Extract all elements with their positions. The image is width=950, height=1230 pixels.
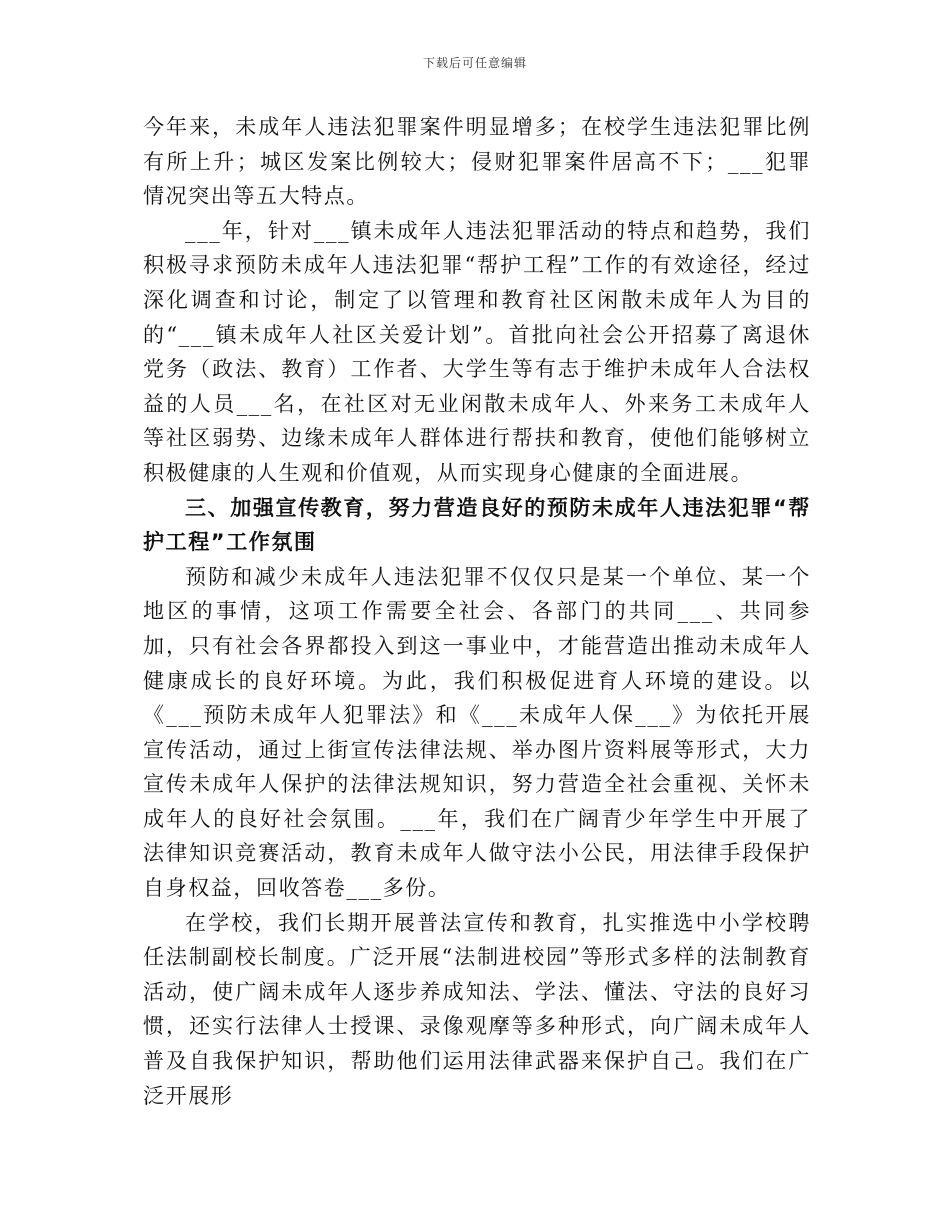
paragraph-legal-publicity: 预防和减少未成年人违法犯罪不仅仅只是某一个单位、某一个地区的事情，这项工作需要全社会、各部门的共同___、共同参加，只有社会各界都投入到这一事业中，才能营造出推动未成年人健康成长的良好环境。为此，我们积极促进育人环境的建设。以《___预防未成年人犯罪法》和《___未成年人保___》为依托开展宣传活动，通过上街宣传法律法规、举办图片资料展等形式，大力宣传未成年人保护的法律法规知识，努力营造全社会重视、关怀未成年人的良好社会氛围。___年，我们在广阔青少年学生中开展了法律知识竞赛活动，教育未成年人做守法小公民，用法律手段保护自身权益，回收答卷___多份。 — [143, 564, 811, 901]
page-header: 下载后可任意编辑 — [422, 56, 527, 70]
paragraph-crime-features: 今年来，未成年人违法犯罪案件明显增多；在校学生违法犯罪比例有所上升；城区发案比例较大；侵财犯罪案件居高不下；___犯罪情况突出等五大特点。 — [143, 115, 811, 209]
section-heading-publicity: 三、加强宣传教育，努力营造良好的预防未成年人违法犯罪“帮护工程”工作氛围 — [143, 495, 811, 555]
paragraph-community-care-plan: ___年，针对___镇未成年人违法犯罪活动的特点和趋势，我们积极寻求预防未成年人违法犯罪“帮护工程”工作的有效途径，经过深化调查和讨论，制定了以管理和教育社区闲散未成年人为目的的“___镇未成年人社区关爱计划”。首批向社会公开招募了离退休党务（政法、教育）工作者、大学生等有志于维护未成年人合法权益的人员___名，在社区对无业闲散未成年人、外来务工未成年人等社区弱势、边缘未成年人群体进行帮扶和教育，使他们能够树立积极健康的人生观和价值观，从而实现身心健康的全面进展。 — [143, 218, 811, 485]
document-body — [143, 110, 811, 1113]
paragraph-school-education: 在学校，我们长期开展普法宣传和教育，扎实推选中小学校聘任法制副校长制度。广泛开展“法制进校园”等形式多样的法制教育活动，使广阔未成年人逐步养成知法、学法、懂法、守法的良好习惯，还实行法律人士授课、录像观摩等多种形式，向广阔未成年人普及自我保护知识，帮助他们运用法律武器来保护自己。我们在广泛开展形 — [143, 910, 811, 1108]
